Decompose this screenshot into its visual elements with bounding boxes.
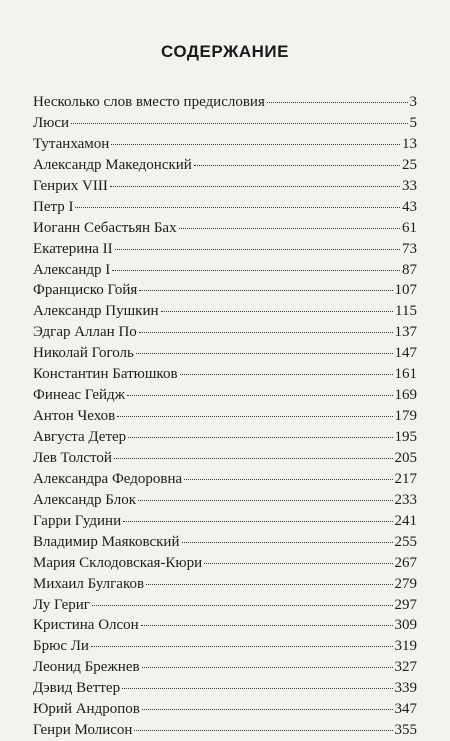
dot-leader <box>75 207 400 208</box>
toc-entry <box>33 448 417 469</box>
toc-entry-page-number: 279 <box>394 575 417 592</box>
toc-entry-page-number: 161 <box>394 366 417 383</box>
toc-entry <box>33 427 417 448</box>
toc-entry <box>33 720 417 741</box>
toc-entry-title: Леонид Брежнев <box>33 659 140 676</box>
toc-entry <box>33 239 417 260</box>
toc-entry-page-number: 309 <box>394 617 417 634</box>
dot-leader <box>91 646 393 647</box>
toc-entry-page-number: 73 <box>402 240 417 257</box>
toc-entry-title: Антон Чехов <box>33 408 116 425</box>
toc-entry-title: Генри Молисон <box>33 722 133 739</box>
toc-entry-page-number: 327 <box>394 659 417 676</box>
toc-entry <box>33 657 417 678</box>
dot-leader <box>111 144 400 145</box>
dot-leader <box>204 563 392 564</box>
toc-entry <box>33 155 417 176</box>
dot-leader <box>92 605 393 606</box>
toc-entry-page-number: 115 <box>395 303 417 320</box>
toc-entry-title: Александр Македонский <box>33 156 192 173</box>
dot-leader <box>138 500 393 501</box>
toc-entry-page-number: 13 <box>402 135 417 152</box>
dot-leader <box>142 709 393 710</box>
page-title: СОДЕРЖАНИЕ <box>161 42 289 61</box>
table-of-contents <box>33 92 417 741</box>
dot-leader <box>139 290 392 291</box>
toc-entry-title: Кристина Олсон <box>33 617 139 634</box>
toc-entry <box>33 218 417 239</box>
toc-entry-page-number: 355 <box>394 722 417 739</box>
dot-leader <box>141 625 393 626</box>
toc-entry-page-number: 255 <box>394 533 417 550</box>
toc-entry-title: Франциско Гойя <box>33 282 138 299</box>
toc-entry-page-number: 25 <box>402 156 417 173</box>
dot-leader <box>161 311 394 312</box>
toc-entry-title: Гарри Гудини <box>33 512 122 529</box>
toc-entry <box>33 301 417 322</box>
dot-leader <box>123 521 392 522</box>
toc-entry-title: Августа Детер <box>33 429 127 445</box>
toc-entry-page-number: 107 <box>394 282 417 299</box>
toc-entry-title: Николай Гоголь <box>33 345 134 362</box>
toc-entry-page-number: 233 <box>394 491 417 508</box>
dot-leader <box>136 353 393 354</box>
dot-leader <box>184 479 392 480</box>
toc-entry-title: Тутанхамон <box>33 135 110 152</box>
toc-entry-title: Эдгар Аллан По <box>33 324 137 341</box>
toc-entry-page-number: 339 <box>394 680 417 697</box>
toc-entry-page-number: 147 <box>394 345 417 362</box>
toc-entry-title: Лу Гериг <box>33 596 90 613</box>
toc-entry <box>33 260 417 281</box>
toc-entry <box>33 511 417 532</box>
dot-leader <box>139 332 393 333</box>
toc-entry-page-number: 61 <box>402 219 417 236</box>
toc-entry <box>33 280 417 301</box>
toc-entry-page-number: 319 <box>394 638 417 655</box>
toc-entry <box>33 595 417 616</box>
toc-entry-title: Мария Склодовская-Кюри <box>33 554 203 571</box>
dot-leader <box>110 186 400 187</box>
dot-leader <box>142 667 393 668</box>
dot-leader <box>267 102 408 103</box>
toc-entry-title: Иоганн Себастьян Бах <box>33 219 177 236</box>
toc-entry-title: Генрих VIII <box>33 177 108 194</box>
dot-leader <box>122 688 392 689</box>
toc-entry <box>33 197 417 218</box>
toc-entry-page-number: 3 <box>409 94 417 110</box>
toc-entry-title: Александр Пушкин <box>33 303 159 320</box>
toc-entry-page-number: 267 <box>394 554 417 571</box>
toc-entry-title: Несколько слов вместо предисловия <box>33 94 265 110</box>
toc-entry <box>33 615 417 636</box>
toc-entry-page-number: 205 <box>394 449 417 466</box>
dot-leader <box>112 270 400 271</box>
toc-entry <box>33 636 417 657</box>
toc-entry-title: Лев Толстой <box>33 449 112 466</box>
toc-entry <box>33 699 417 720</box>
dot-leader <box>128 437 392 438</box>
dot-leader <box>146 584 392 585</box>
toc-entry <box>33 678 417 699</box>
toc-entry <box>33 92 417 113</box>
toc-entry-title: Александр Блок <box>33 491 136 508</box>
toc-entry-title: Петр I <box>33 198 74 215</box>
toc-entry <box>33 113 417 134</box>
toc-entry-title: Александра Федоровна <box>33 470 183 487</box>
toc-entry-page-number: 297 <box>394 596 417 613</box>
dot-leader <box>115 249 400 250</box>
dot-leader <box>114 458 393 459</box>
toc-entry-title: Юрий Андропов <box>33 701 140 718</box>
toc-entry-page-number: 217 <box>394 470 417 487</box>
dot-leader <box>134 730 392 731</box>
toc-entry-title: Владимир Маяковский <box>33 533 180 550</box>
toc-entry <box>33 574 417 595</box>
toc-entry-title: Михаил Булгаков <box>33 575 145 592</box>
toc-entry <box>33 322 417 343</box>
toc-entry-page-number: 43 <box>402 198 417 215</box>
toc-entry <box>33 406 417 427</box>
toc-entry <box>33 343 417 364</box>
toc-entry-page-number: 347 <box>394 701 417 718</box>
toc-entry <box>33 553 417 574</box>
toc-entry <box>33 385 417 406</box>
dot-leader <box>179 228 400 229</box>
toc-entry-page-number: 241 <box>394 512 417 529</box>
toc-entry-page-number: 5 <box>409 114 417 131</box>
toc-entry-title: Брюс Ли <box>33 638 89 655</box>
toc-entry-title: Екатерина II <box>33 240 113 257</box>
toc-entry-page-number: 195 <box>394 429 417 445</box>
toc-entry <box>33 134 417 155</box>
toc-entry-page-number: 87 <box>402 261 417 278</box>
toc-entry-page-number: 179 <box>394 408 417 425</box>
dot-leader <box>194 165 400 166</box>
toc-entry-page-number: 33 <box>402 177 417 194</box>
toc-entry-page-number: 169 <box>394 387 417 404</box>
toc-entry <box>33 490 417 511</box>
dot-leader <box>127 395 392 396</box>
dot-leader <box>180 374 393 375</box>
dot-leader <box>117 416 392 417</box>
toc-entry-page-number: 137 <box>394 324 417 341</box>
toc-entry <box>33 532 417 553</box>
toc-entry-title: Александр I <box>33 261 111 278</box>
dot-leader <box>71 123 407 124</box>
toc-entry-title: Дэвид Веттер <box>33 680 121 697</box>
toc-entry <box>33 176 417 197</box>
dot-leader <box>182 542 393 543</box>
toc-entry <box>33 469 417 490</box>
toc-entry-title: Константин Батюшков <box>33 366 178 383</box>
toc-entry-title: Люси <box>33 114 70 131</box>
toc-entry <box>33 364 417 385</box>
toc-entry-title: Финеас Гейдж <box>33 387 126 404</box>
